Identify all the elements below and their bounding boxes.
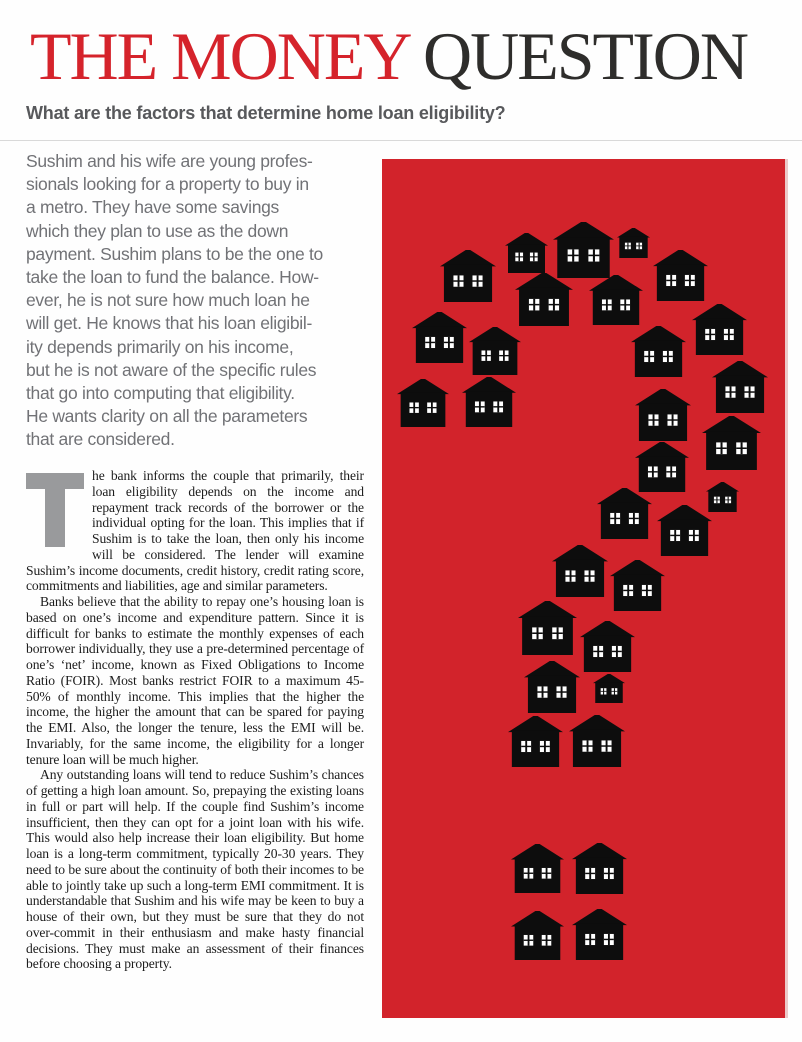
house-icon xyxy=(511,844,564,893)
article-paragraph-2: Banks believe that the ability to repay one’s housing loan is based on one’s income and expenditure pattern. Since it is difficult for banks to estimate the monthly expenses of each borrower individually, they use a pre-determined percentage of one’s ‘net’ income, known as Fixed Obligations to Income Ratio (FOIR). Most banks restrict FOIR to a maximum 45-50% of monthly income. This implies that the higher the income, the higher the amount that can be spared for paying the EMI. Also, the longer the tenure, less the EMI will be. Invariably, for the same income, the eligibility for a longer tenure loan will be much higher. xyxy=(26,594,364,767)
house-icon xyxy=(508,716,563,767)
intro-paragraph: Sushim and his wife are young profes- sionals looking for a property to buy in a metro. They have some savings which they plan to use as the down payment. Sushim plans to be the one to take the loan to fund the balance. How- ever, he is not sure how much loan he will get. He knows that his loan eligibil- ity depends primarily on his income, but he is not aware of the specific rules that go into computing that eligibility. He wants clarity on all the parameters that are considered. xyxy=(26,151,323,450)
house-icon xyxy=(653,250,708,301)
house-icon xyxy=(552,545,608,597)
article-paragraph-3: Any outstanding loans will tend to reduce Sushim’s chances of getting a high loan amount. So, prepaying the existing loans in full or part will help. If the couple find Sushim’s income insufficient, then they can opt for a joint loan with his wife. This would also help increase their loan eligibility. But home loan is a long-term commitment, typically 20-30 years. They need to be sure about the continuity of both their incomes to be able to jointly take up such a long-term EMI commitment. It is understandable that Sushim and his wife may be keen to buy a house of their own, but they must be sure that they do not over-commit in their enthusiasm and make hasty financial decisions. They must make an assessment of their finances before choosing a property. xyxy=(26,767,364,972)
house-icon xyxy=(511,911,564,960)
drop-cap-letter xyxy=(26,473,84,547)
illustration-edge-strip xyxy=(785,159,788,1018)
page-title xyxy=(30,20,747,92)
house-icon xyxy=(412,312,467,363)
house-icon xyxy=(712,361,768,413)
house-icon xyxy=(572,843,627,894)
header-divider-rule xyxy=(0,140,802,141)
house-icon xyxy=(617,228,650,258)
question-mark-illustration xyxy=(382,159,785,1018)
house-icon xyxy=(505,233,548,273)
article-paragraph-1 xyxy=(26,468,364,594)
house-icon xyxy=(610,560,665,611)
house-icon xyxy=(397,379,449,427)
house-icon xyxy=(553,222,614,278)
house-icon xyxy=(569,715,625,767)
article-subtitle: What are the factors that determine home loan eligibility? xyxy=(26,103,506,123)
house-icon xyxy=(657,505,712,556)
house-icon xyxy=(635,442,689,492)
page-title-dark-part: QUESTION xyxy=(407,18,747,94)
house-icon xyxy=(593,674,625,703)
house-icon xyxy=(462,377,516,427)
house-icon xyxy=(572,909,627,960)
house-icon xyxy=(518,601,577,655)
page-title-red-part: THE MONEY xyxy=(30,18,408,94)
house-icon xyxy=(469,327,521,375)
house-icon xyxy=(440,250,496,302)
house-icon xyxy=(692,304,747,355)
house-icon xyxy=(597,488,652,539)
house-icon xyxy=(631,326,686,377)
house-icon xyxy=(580,621,635,672)
paragraph-1-text: he bank informs the couple that primarily, their loan eligibility depends on the income and repayment track records of the borrower or the individual opting for the loan. This implies that if Sushim is to take the loan, then only his income will be considered. The lender will examine Sushim’s income documents, credit history, credit rating score, commitments and liabilities, age and similar parameters. xyxy=(26,468,364,594)
house-icon xyxy=(635,389,691,441)
article-body xyxy=(26,468,364,972)
house-icon xyxy=(702,416,761,470)
house-icon xyxy=(515,273,573,326)
house-icon xyxy=(524,661,580,713)
house-icon xyxy=(589,275,643,325)
